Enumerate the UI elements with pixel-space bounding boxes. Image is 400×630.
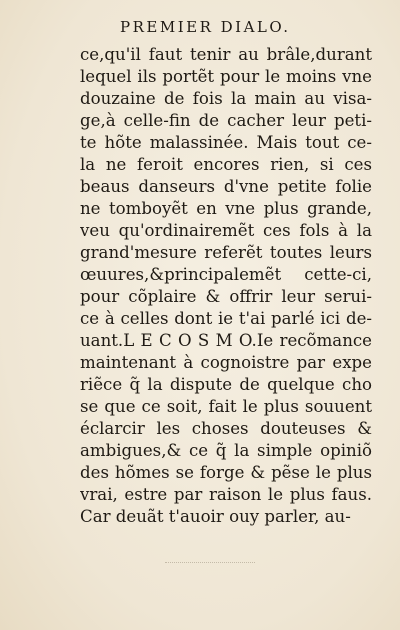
text-line: ne tomboyẽt en vne plus grande, [80, 199, 372, 218]
text-line: œuures,&principalemẽt cette-ci, [80, 265, 372, 284]
text-line: te hõte malassinée. Mais tout ce- [80, 133, 372, 152]
text-line: éclarcir les choses douteuses & [80, 419, 372, 438]
text-line: ce,qu'il faut tenir au brâle,durant [80, 45, 372, 64]
text-line: vrai, estre par raison le plus faus. [80, 485, 372, 504]
text-line: pour cõplaire & offrir leur serui- [80, 287, 372, 306]
text-line: ge,à celle-fin de cacher leur peti- [80, 111, 372, 130]
text-line: grand'mesure referẽt toutes leurs [80, 243, 372, 262]
text-line: lequel ils portẽt pour le moins vne [80, 67, 372, 86]
text-line: maintenant à cognoistre par expe [80, 353, 372, 372]
text-line: ambigues,& ce q̃ la simple opiniõ [80, 441, 372, 460]
text-line: douzaine de fois la main au visa- [80, 89, 372, 108]
show-through-marks [165, 562, 255, 575]
text-line: des hõmes se forge & pẽse le plus [80, 463, 372, 482]
text-line: la ne feroit encores rien, si ces [80, 155, 372, 174]
text-line: Car deuãt t'auoir ouy parler, au- [80, 507, 351, 526]
body-text [80, 44, 372, 528]
text-line: se que ce soit, fait le plus souuent [80, 397, 372, 416]
text-line: beaus danseurs d'vne petite folie [80, 177, 372, 196]
text-line: riẽce q̃ la dispute de quelque cho [80, 375, 372, 394]
text-line: ce à celles dont ie t'ai parlé ici de- [80, 309, 372, 328]
running-head: PREMIER DIALO. [120, 18, 291, 36]
text-line: uant.L E C O S M O.Ie recõmance [80, 331, 372, 350]
text-line: veu qu'ordinairemẽt ces fols à la [80, 221, 372, 240]
